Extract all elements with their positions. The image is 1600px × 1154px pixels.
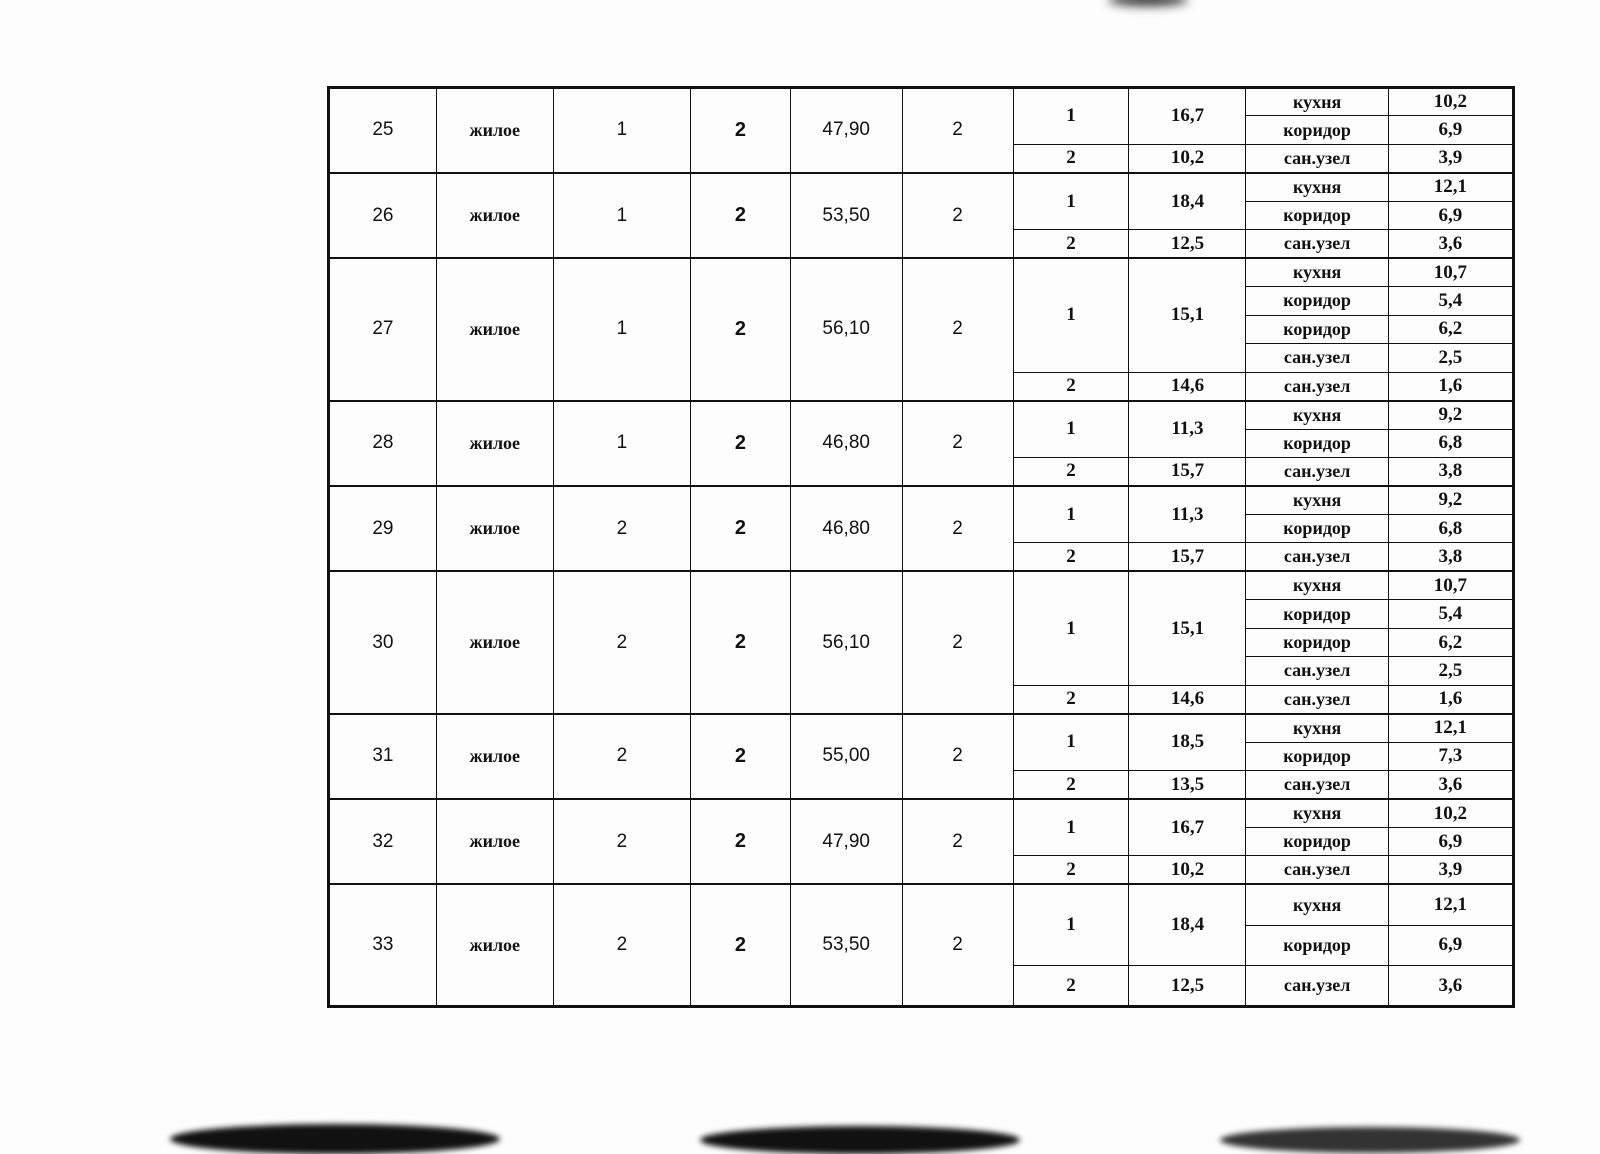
living-room-number: 1 — [1013, 714, 1129, 771]
living-room-area: 15,1 — [1129, 571, 1246, 685]
aux-room-name: сан.узел — [1246, 856, 1388, 884]
apartment-number: 30 — [329, 571, 437, 713]
rooms-count: 2 — [691, 401, 791, 486]
living-room-number: 1 — [1013, 799, 1129, 856]
apartment-row — [329, 714, 1514, 799]
living-room-number: 2 — [1013, 230, 1129, 258]
aux-room-area: 1,6 — [1388, 372, 1513, 401]
living-room-area: 11,3 — [1129, 401, 1246, 458]
scan-smudge-bottom-right — [1220, 1127, 1520, 1153]
apartment-row — [329, 799, 1514, 884]
aux-room-name: сан.узел — [1246, 966, 1388, 1007]
floor-cell: 1 — [553, 88, 690, 173]
rooms-count: 2 — [691, 884, 791, 1006]
aux-room-area: 10,7 — [1388, 258, 1513, 286]
aux-room-area: 2,5 — [1388, 657, 1513, 685]
living-room-number: 2 — [1013, 685, 1129, 714]
aux-room-area: 6,8 — [1388, 429, 1513, 457]
living-room-area: 12,5 — [1129, 966, 1246, 1007]
floor-cell: 2 — [553, 571, 690, 713]
balcony-count: 2 — [902, 88, 1013, 173]
premises-type: жилое — [436, 173, 553, 258]
rooms-count: 2 — [691, 799, 791, 884]
aux-room-area: 6,9 — [1388, 116, 1513, 144]
living-room-number: 2 — [1013, 458, 1129, 486]
aux-room-area: 6,9 — [1388, 201, 1513, 229]
aux-room-name: кухня — [1246, 401, 1388, 429]
total-area: 56,10 — [790, 571, 902, 713]
living-room-area: 10,2 — [1129, 856, 1246, 884]
living-room-area: 14,6 — [1129, 685, 1246, 714]
total-area: 53,50 — [790, 884, 902, 1006]
aux-room-area: 12,1 — [1388, 173, 1513, 201]
living-room-area: 18,4 — [1129, 884, 1246, 965]
living-room-area: 18,4 — [1129, 173, 1246, 230]
scan-smudge-top — [1108, 0, 1188, 6]
aux-room-name: коридор — [1246, 315, 1388, 343]
premises-type: жилое — [436, 571, 553, 713]
living-room-number: 1 — [1013, 173, 1129, 230]
aux-room-name: коридор — [1246, 514, 1388, 542]
apartment-row — [329, 401, 1514, 486]
premises-type: жилое — [436, 88, 553, 173]
apartment-row — [329, 258, 1514, 400]
aux-room-area: 6,8 — [1388, 514, 1513, 542]
balcony-count: 2 — [902, 173, 1013, 258]
total-area: 55,00 — [790, 714, 902, 799]
total-area: 47,90 — [790, 88, 902, 173]
living-room-area: 15,7 — [1129, 543, 1246, 571]
aux-room-name: кухня — [1246, 258, 1388, 286]
living-room-area: 15,7 — [1129, 458, 1246, 486]
aux-room-area: 3,6 — [1388, 966, 1513, 1007]
apartment-number: 26 — [329, 173, 437, 258]
scan-smudge-bottom-center — [700, 1126, 1020, 1154]
living-room-area: 13,5 — [1129, 771, 1246, 799]
premises-type: жилое — [436, 258, 553, 400]
rooms-count: 2 — [691, 714, 791, 799]
aux-room-name: сан.узел — [1246, 230, 1388, 258]
rooms-count: 2 — [691, 88, 791, 173]
premises-type: жилое — [436, 401, 553, 486]
rooms-count: 2 — [691, 486, 791, 571]
aux-room-area: 6,2 — [1388, 315, 1513, 343]
aux-room-area: 6,9 — [1388, 828, 1513, 856]
aux-room-name: коридор — [1246, 429, 1388, 457]
aux-room-name: коридор — [1246, 628, 1388, 656]
living-room-number: 1 — [1013, 486, 1129, 543]
balcony-count: 2 — [902, 714, 1013, 799]
living-room-number: 1 — [1013, 884, 1129, 965]
apartment-number: 28 — [329, 401, 437, 486]
living-room-area: 11,3 — [1129, 486, 1246, 543]
premises-type: жилое — [436, 884, 553, 1006]
premises-type: жилое — [436, 714, 553, 799]
aux-room-area: 3,9 — [1388, 856, 1513, 884]
aux-room-area: 3,8 — [1388, 543, 1513, 571]
aux-room-name: кухня — [1246, 571, 1388, 599]
scan-smudge-bottom-left — [170, 1124, 500, 1154]
living-room-number: 2 — [1013, 144, 1129, 172]
aux-room-area: 6,9 — [1388, 925, 1513, 966]
aux-room-name: кухня — [1246, 714, 1388, 742]
aux-room-area: 3,6 — [1388, 230, 1513, 258]
living-room-number: 1 — [1013, 258, 1129, 372]
aux-room-name: кухня — [1246, 173, 1388, 201]
balcony-count: 2 — [902, 486, 1013, 571]
living-room-area: 15,1 — [1129, 258, 1246, 372]
balcony-count: 2 — [902, 401, 1013, 486]
apartment-row — [329, 884, 1514, 1006]
apartment-number: 31 — [329, 714, 437, 799]
aux-room-area: 6,2 — [1388, 628, 1513, 656]
aux-room-area: 3,9 — [1388, 144, 1513, 172]
apartment-number: 32 — [329, 799, 437, 884]
aux-room-name: сан.узел — [1246, 144, 1388, 172]
floor-cell: 1 — [553, 258, 690, 400]
floor-cell: 2 — [553, 714, 690, 799]
living-room-number: 1 — [1013, 401, 1129, 458]
apartment-table — [327, 86, 1515, 1008]
aux-room-area: 7,3 — [1388, 742, 1513, 770]
apartment-number: 33 — [329, 884, 437, 1006]
aux-room-name: кухня — [1246, 884, 1388, 925]
aux-room-area: 3,6 — [1388, 771, 1513, 799]
total-area: 47,90 — [790, 799, 902, 884]
aux-room-name: коридор — [1246, 742, 1388, 770]
aux-room-name: сан.узел — [1246, 543, 1388, 571]
living-room-number: 1 — [1013, 571, 1129, 685]
aux-room-area: 2,5 — [1388, 344, 1513, 372]
premises-type: жилое — [436, 799, 553, 884]
aux-room-area: 10,7 — [1388, 571, 1513, 599]
rooms-count: 2 — [691, 571, 791, 713]
aux-room-area: 10,2 — [1388, 799, 1513, 827]
balcony-count: 2 — [902, 258, 1013, 400]
aux-room-name: коридор — [1246, 201, 1388, 229]
apartment-number: 25 — [329, 88, 437, 173]
aux-room-name: коридор — [1246, 287, 1388, 315]
aux-room-area: 9,2 — [1388, 401, 1513, 429]
aux-room-area: 12,1 — [1388, 714, 1513, 742]
aux-room-area: 1,6 — [1388, 685, 1513, 714]
aux-room-name: сан.узел — [1246, 372, 1388, 401]
aux-room-area: 10,2 — [1388, 88, 1513, 116]
aux-room-name: сан.узел — [1246, 344, 1388, 372]
aux-room-name: коридор — [1246, 925, 1388, 966]
apartment-number: 29 — [329, 486, 437, 571]
aux-room-area: 5,4 — [1388, 600, 1513, 628]
living-room-number: 2 — [1013, 856, 1129, 884]
aux-room-area: 9,2 — [1388, 486, 1513, 514]
living-room-area: 16,7 — [1129, 799, 1246, 856]
living-room-area: 12,5 — [1129, 230, 1246, 258]
aux-room-name: коридор — [1246, 116, 1388, 144]
aux-room-name: коридор — [1246, 600, 1388, 628]
aux-room-name: кухня — [1246, 88, 1388, 116]
living-room-number: 1 — [1013, 88, 1129, 145]
living-room-area: 16,7 — [1129, 88, 1246, 145]
total-area: 56,10 — [790, 258, 902, 400]
living-room-number: 2 — [1013, 771, 1129, 799]
aux-room-area: 12,1 — [1388, 884, 1513, 925]
living-room-area: 18,5 — [1129, 714, 1246, 771]
living-room-area: 10,2 — [1129, 144, 1246, 172]
aux-room-name: сан.узел — [1246, 685, 1388, 714]
aux-room-name: кухня — [1246, 799, 1388, 827]
aux-room-area: 5,4 — [1388, 287, 1513, 315]
living-room-number: 2 — [1013, 372, 1129, 401]
apartment-number: 27 — [329, 258, 437, 400]
rooms-count: 2 — [691, 258, 791, 400]
premises-type: жилое — [436, 486, 553, 571]
aux-room-name: сан.узел — [1246, 458, 1388, 486]
rooms-count: 2 — [691, 173, 791, 258]
aux-room-name: сан.узел — [1246, 771, 1388, 799]
floor-cell: 1 — [553, 401, 690, 486]
apartment-row — [329, 88, 1514, 173]
aux-room-area: 3,8 — [1388, 458, 1513, 486]
balcony-count: 2 — [902, 884, 1013, 1006]
total-area: 46,80 — [790, 401, 902, 486]
living-room-number: 2 — [1013, 543, 1129, 571]
floor-cell: 2 — [553, 486, 690, 571]
total-area: 46,80 — [790, 486, 902, 571]
floor-cell: 2 — [553, 799, 690, 884]
apartment-row — [329, 486, 1514, 571]
aux-room-name: кухня — [1246, 486, 1388, 514]
living-room-area: 14,6 — [1129, 372, 1246, 401]
floor-cell: 1 — [553, 173, 690, 258]
aux-room-name: коридор — [1246, 828, 1388, 856]
balcony-count: 2 — [902, 799, 1013, 884]
apartment-row — [329, 173, 1514, 258]
aux-room-name: сан.узел — [1246, 657, 1388, 685]
total-area: 53,50 — [790, 173, 902, 258]
floor-cell: 2 — [553, 884, 690, 1006]
living-room-number: 2 — [1013, 966, 1129, 1007]
balcony-count: 2 — [902, 571, 1013, 713]
apartment-row — [329, 571, 1514, 713]
